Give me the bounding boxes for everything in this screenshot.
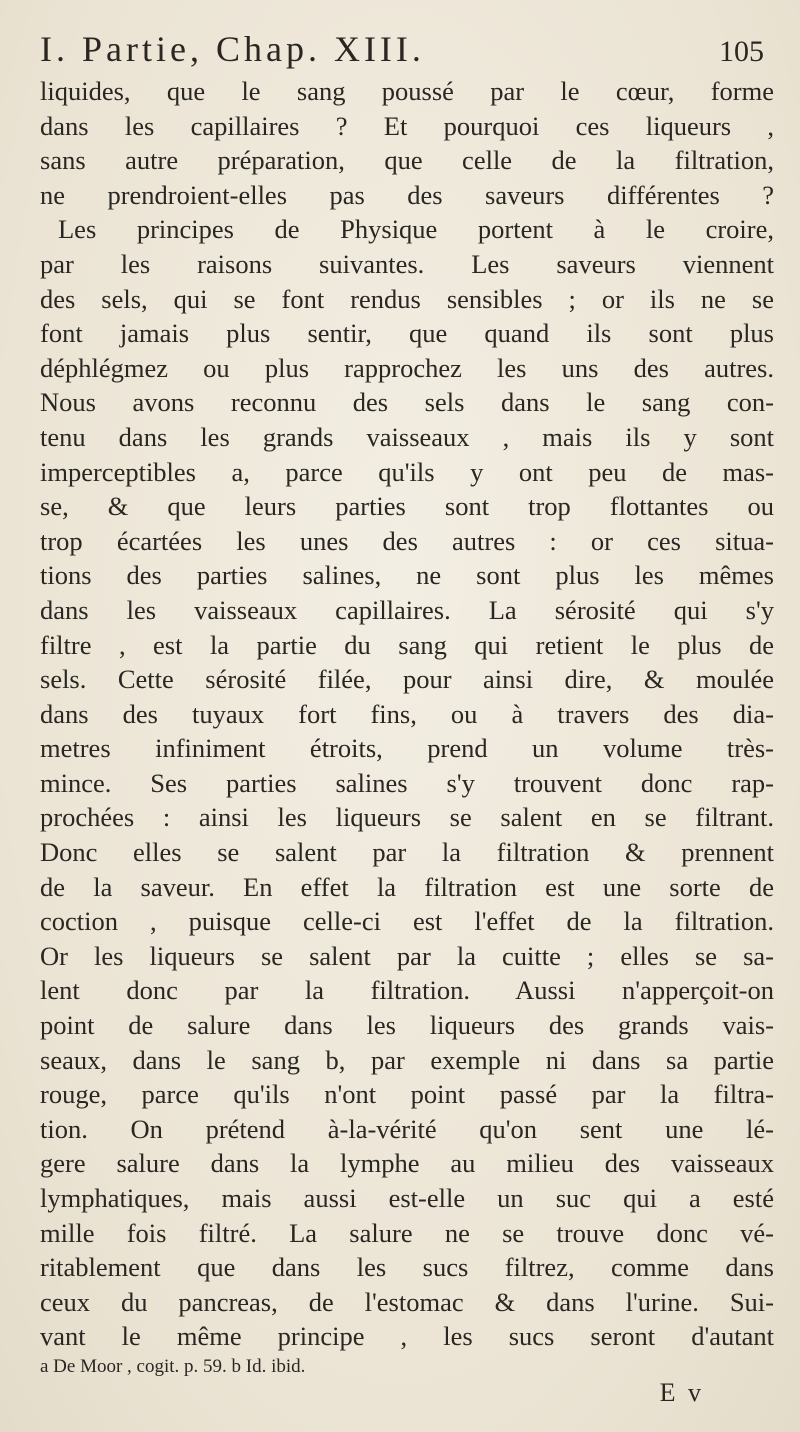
text-line: de la saveur. En effet la filtration est une sorte de bbox=[40, 871, 774, 902]
text-line: sels. Cette sérosité filée, pour ainsi dire, & moulée bbox=[40, 664, 774, 695]
footnote-text: a De Moor , cogit. p. 59. b Id. ibid. bbox=[40, 1355, 306, 1377]
text-line: tenu dans les grands vaisseaux , mais ils y sont bbox=[40, 421, 774, 452]
running-head bbox=[40, 28, 774, 74]
text-line: Donc elles se salent par la filtration & prennent bbox=[40, 837, 774, 868]
text-line: dans les capillaires ? Et pourquoi ces liqueurs , bbox=[40, 110, 774, 141]
text-line: sans autre préparation, que celle de la filtration, bbox=[40, 145, 774, 176]
text-line: ritablement que dans les sucs filtrez, comme dans bbox=[40, 1252, 774, 1283]
text-line: dans des tuyaux fort fins, ou à travers des dia- bbox=[40, 698, 774, 729]
page-number: 105 bbox=[719, 35, 764, 68]
text-line: trop écartées les unes des autres : or ces situa- bbox=[40, 525, 774, 556]
text-line: Les principes de Physique portent à le croire, bbox=[58, 214, 774, 245]
text-line: lent donc par la filtration. Aussi n'apperçoit-on bbox=[40, 975, 774, 1006]
text-line: seaux, dans le sang b, par exemple ni dans sa partie bbox=[40, 1044, 774, 1075]
text-line: mille fois filtré. La salure ne se trouve donc vé- bbox=[40, 1217, 774, 1248]
text-line: Or les liqueurs se salent par la cuitte ; elles se sa- bbox=[40, 940, 774, 971]
text-line: mince. Ses parties salines s'y trouvent donc rap- bbox=[40, 767, 774, 798]
text-line: prochées : ainsi les liqueurs se salent en se filtrant. bbox=[40, 802, 774, 833]
text-line: tions des parties salines, ne sont plus les mêmes bbox=[40, 560, 774, 591]
text-line: des sels, qui se font rendus sensibles ; or ils ne se bbox=[40, 283, 774, 314]
text-line: font jamais plus sentir, que quand ils sont plus bbox=[40, 318, 774, 349]
text-line: rouge, parce qu'ils n'ont point passé par la filtra- bbox=[40, 1079, 774, 1110]
footnote bbox=[40, 1356, 774, 1378]
text-line: Nous avons reconnu des sels dans le sang con- bbox=[40, 387, 774, 418]
text-line: ceux du pancreas, de l'estomac & dans l'urine. Sui- bbox=[40, 1286, 774, 1317]
text-line: lymphatiques, mais aussi est-elle un suc qui a esté bbox=[40, 1183, 774, 1213]
body-text bbox=[40, 74, 774, 1354]
signature-mark: E v bbox=[659, 1377, 704, 1407]
text-line: metres infiniment étroits, prend un volume très- bbox=[40, 733, 774, 764]
text-line: dans les vaisseaux capillaires. La sérosité qui s'y bbox=[40, 594, 774, 625]
text-line: liquides, que le sang poussé par le cœur, forme bbox=[40, 76, 774, 106]
text-line: tion. On prétend à-la-vérité qu'on sent une lé- bbox=[40, 1113, 774, 1144]
text-line: filtre , est la partie du sang qui retient le plus de bbox=[40, 629, 774, 660]
signature-row bbox=[40, 1378, 774, 1408]
text-line: gere salure dans la lymphe au milieu des vaisseaux bbox=[40, 1148, 774, 1179]
text-line: par les raisons suivantes. Les saveurs viennent bbox=[40, 248, 774, 279]
text-line: vant le même principe , les sucs seront d'autant bbox=[40, 1321, 774, 1352]
text-line: déphlégmez ou plus rapprochez les uns des autres. bbox=[40, 352, 774, 383]
text-line: coction , puisque celle-ci est l'effet de la filtration. bbox=[40, 906, 774, 937]
running-title: I. Partie, Chap. XIII. bbox=[40, 29, 425, 69]
text-line: imperceptibles a, parce qu'ils y ont peu de mas- bbox=[40, 456, 774, 487]
text-line: se, & que leurs parties sont trop flottantes ou bbox=[40, 491, 774, 522]
text-line: ne prendroient-elles pas des saveurs différentes ? bbox=[40, 179, 774, 210]
text-line: point de salure dans les liqueurs des grands vais- bbox=[40, 1010, 774, 1041]
